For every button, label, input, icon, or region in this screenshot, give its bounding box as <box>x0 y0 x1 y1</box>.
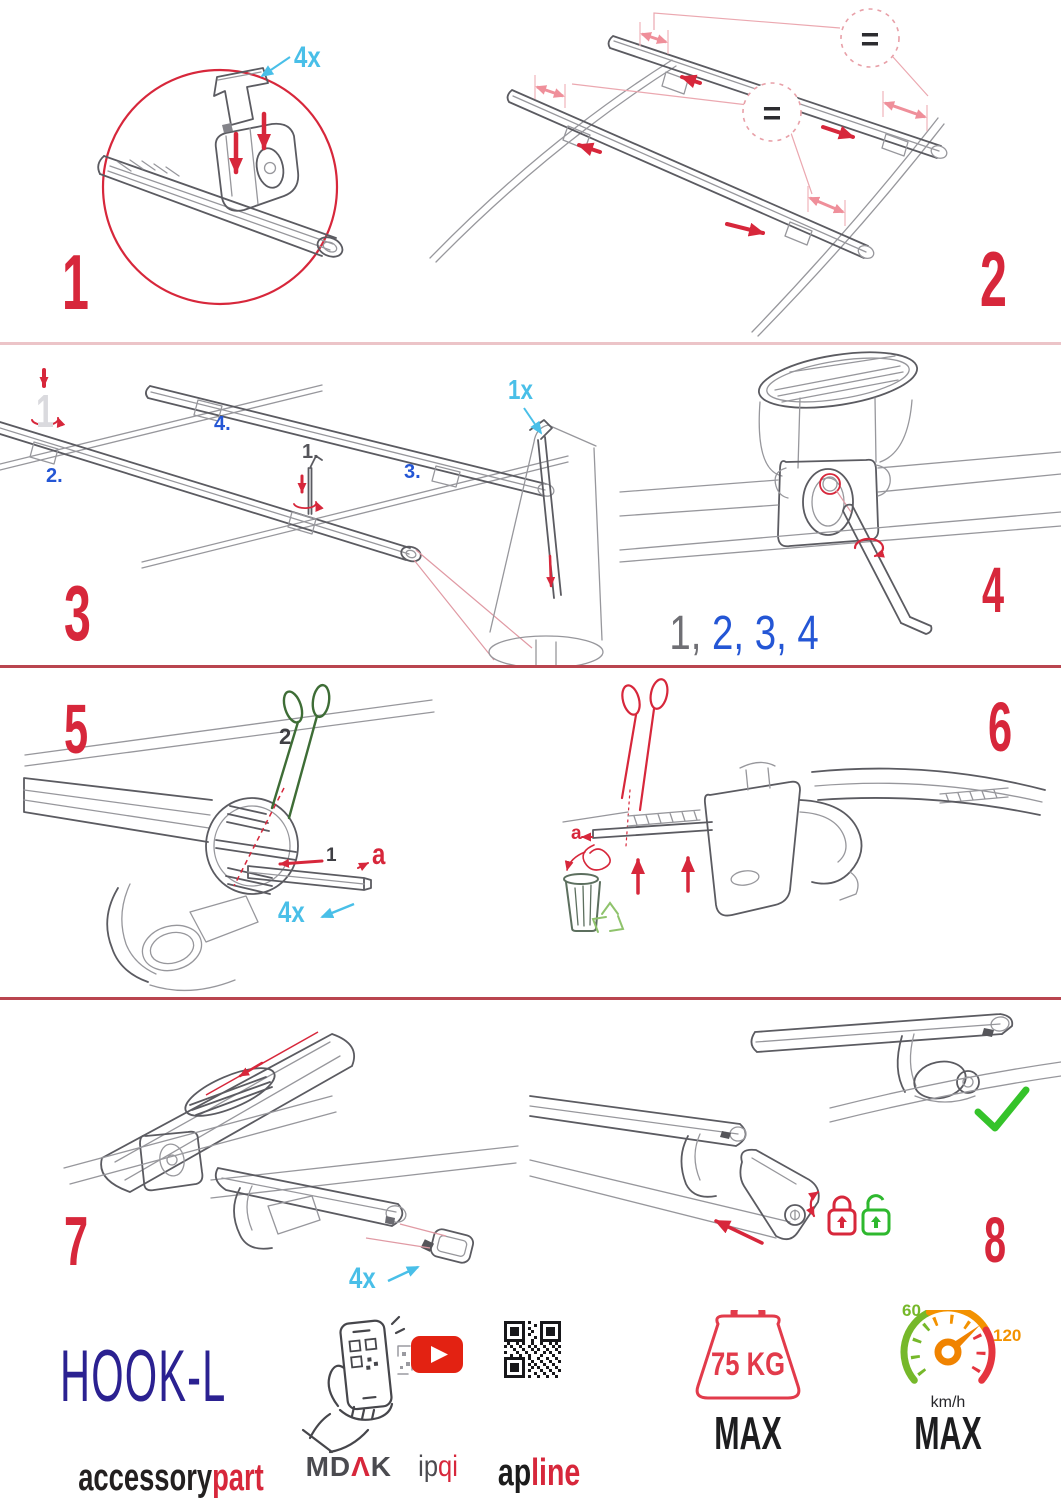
sequence-gray: 1, <box>669 607 713 660</box>
speed-max-label: MAX <box>914 1407 982 1459</box>
rubber-strip <box>248 866 371 890</box>
push-up-arrows <box>638 858 688 893</box>
step6-number: 6 <box>988 688 1013 766</box>
speed-tick-120: 120 <box>993 1326 1022 1345</box>
front-crossbar <box>508 90 876 261</box>
equals-label: = <box>860 21 880 57</box>
insert-arrow <box>280 861 322 864</box>
step3-number: 3 <box>64 569 91 657</box>
crossbar-clamp-drawing <box>98 124 345 261</box>
roof-rails <box>0 385 568 568</box>
step5-step6-illustration <box>0 668 1061 998</box>
step5-number: 5 <box>64 690 89 768</box>
youtube-icon <box>411 1336 463 1373</box>
part-a-arrow <box>358 863 368 868</box>
mdak-logo: MDΛK <box>305 1451 393 1482</box>
step4-sequence <box>648 562 819 658</box>
slide-arrows <box>579 77 853 233</box>
speed-unit: km/h <box>930 1394 966 1411</box>
rail-top-ellipse <box>755 345 921 417</box>
step5-scissors-label: 2 <box>279 724 292 749</box>
cover-leader-lines <box>414 550 532 660</box>
step3-label-4: 4. <box>214 413 231 435</box>
lock-cover-drawing <box>530 1096 819 1239</box>
roof-rails <box>430 60 944 336</box>
product-title: HOOK-L <box>60 1336 227 1417</box>
qty-leader-line <box>322 904 354 917</box>
step4-number: 4 <box>982 554 1005 626</box>
step6-part-a-label: a <box>571 823 582 844</box>
allen-key-icon <box>530 420 561 598</box>
speed-tick-60: 60 <box>902 1301 921 1320</box>
step1-step2-illustration <box>0 0 1061 343</box>
step1-number: 1 <box>62 238 89 326</box>
step3-ghost-label: 1 <box>36 385 54 437</box>
qty-leader-line <box>262 57 290 76</box>
step3-qty-label: 1x <box>508 374 533 405</box>
step5-qty-label: 4x <box>278 896 305 929</box>
ipqi-logo: ipqi <box>418 1450 458 1483</box>
slide-arrow <box>716 1221 762 1243</box>
screw-key-hint <box>294 456 322 514</box>
qty-leader-line <box>388 1267 418 1281</box>
lock-closed-icon <box>829 1197 855 1234</box>
equals-label: = <box>762 95 782 131</box>
qr-code <box>504 1321 561 1378</box>
step3-label-2: 2. <box>46 465 63 487</box>
step3-label-3: 3. <box>404 461 421 483</box>
step3-label-1: 1. <box>302 441 319 463</box>
step7-number: 7 <box>64 1202 89 1280</box>
clamp-body <box>759 398 912 546</box>
step7-step8-illustration <box>0 1000 1061 1310</box>
step8-number: 8 <box>984 1204 1007 1276</box>
step5-strip-label: 1 <box>326 845 337 866</box>
discard-cable <box>567 845 610 870</box>
scissors-icon <box>272 684 331 818</box>
sequence-blue: 2, 3, 4 <box>712 607 819 660</box>
brand-suffix: part <box>212 1457 264 1499</box>
bar-end-cap-drawing <box>211 1146 518 1264</box>
step7-qty-label: 4x <box>349 1262 376 1295</box>
brand-logo <box>63 1421 264 1497</box>
rail-lines <box>620 452 1061 562</box>
weight-max-label: MAX <box>714 1407 782 1459</box>
scissors-icon <box>619 678 670 846</box>
aero-bar <box>812 769 1045 815</box>
step5-part-a-label: a <box>372 838 386 871</box>
speedometer-icon <box>904 1310 992 1380</box>
lock-open-icon <box>863 1196 889 1234</box>
cut-line <box>234 788 284 886</box>
step2-number: 2 <box>980 235 1007 323</box>
rear-crossbar <box>146 386 555 498</box>
step1-qty-label: 4x <box>294 41 321 74</box>
check-icon <box>978 1090 1026 1128</box>
weight-value: 75 KG <box>711 1346 785 1382</box>
clamp-foot <box>705 762 862 915</box>
brand-prefix: accessory <box>78 1457 213 1499</box>
apline-logo: apline <box>497 1452 581 1494</box>
clamp-foot <box>107 884 258 990</box>
